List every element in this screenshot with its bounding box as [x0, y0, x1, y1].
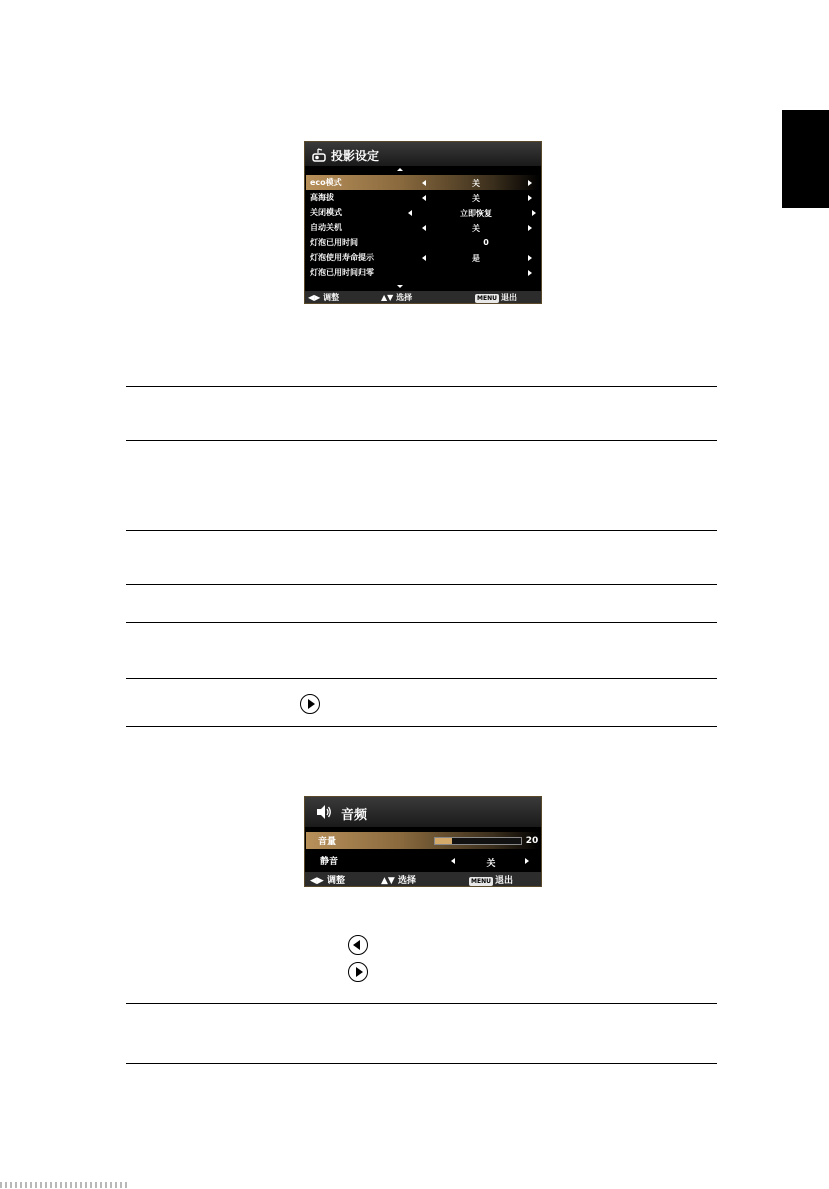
scroll-down-icon[interactable]: [397, 285, 403, 288]
menu-row-volume[interactable]: 音量 20: [306, 832, 540, 849]
arrow-right-icon[interactable]: [532, 210, 536, 216]
arrow-right-icon[interactable]: [528, 255, 532, 261]
arrow-right-icon[interactable]: [528, 195, 532, 201]
menu-row-lamp-reminder[interactable]: 灯泡使用寿命提示 是: [306, 250, 540, 265]
osd-title-bar: [305, 142, 541, 166]
table-rule: [126, 1063, 717, 1064]
table-rule: [126, 386, 717, 387]
table-rule: [126, 530, 717, 531]
chapter-tab-marker: [782, 110, 829, 208]
menu-row-auto-off[interactable]: 自动关机 关: [306, 220, 540, 235]
menu-row-lamp-reset[interactable]: 灯泡已用时间归零: [306, 265, 540, 280]
osd-footer: [305, 872, 541, 886]
table-rule: [126, 1003, 717, 1004]
volume-fill: [435, 838, 452, 844]
footer-exit: MENU 退出: [471, 876, 513, 886]
osd-title: 投影设定: [331, 149, 380, 163]
play-left-icon: [348, 935, 368, 955]
footer-adjust: ◀▶ 调整: [310, 876, 345, 886]
arrow-left-icon[interactable]: [422, 180, 426, 186]
osd-footer: [305, 291, 541, 303]
table-rule: [126, 678, 717, 679]
scan-marks: [0, 1182, 130, 1188]
arrow-left-icon[interactable]: [451, 858, 455, 864]
play-right-icon: [300, 694, 320, 714]
menu-key-icon: MENU: [471, 878, 491, 885]
footer-adjust: ◀▶ 调整: [308, 293, 340, 302]
speaker-icon: [316, 804, 332, 820]
table-rule: [126, 584, 717, 585]
menu-row-altitude[interactable]: 高海拔 关: [306, 190, 540, 205]
arrow-right-icon[interactable]: [528, 180, 532, 186]
audio-menu: [304, 796, 542, 887]
arrow-left-icon[interactable]: [422, 195, 426, 201]
menu-key-icon: MENU: [477, 295, 497, 302]
arrow-left-icon[interactable]: [422, 255, 426, 261]
scroll-up-icon[interactable]: [397, 168, 403, 171]
osd-title: 音频: [341, 808, 368, 823]
osd-title-bar: [305, 797, 541, 827]
play-right-icon: [348, 962, 368, 982]
table-rule: [126, 622, 717, 623]
arrow-right-icon[interactable]: [525, 858, 529, 864]
projector-icon: [312, 147, 326, 161]
arrow-left-icon[interactable]: [408, 210, 412, 216]
table-rule: [126, 726, 717, 727]
footer-exit: MENU 退出: [477, 293, 517, 302]
arrow-right-icon[interactable]: [528, 270, 532, 276]
menu-row-mute[interactable]: 静音 关: [306, 852, 540, 869]
menu-row-lamp-hours: 灯泡已用时间 0: [310, 238, 489, 247]
arrow-right-icon[interactable]: [528, 225, 532, 231]
footer-select: ▲▼ 选择: [381, 293, 413, 302]
menu-row-eco[interactable]: eco模式 关: [306, 175, 540, 190]
arrow-left-icon[interactable]: [422, 225, 426, 231]
footer-select: ▲▼ 选择: [381, 876, 416, 886]
volume-slider[interactable]: [434, 837, 522, 845]
menu-row-shutdown-mode[interactable]: 关闭模式 立即恢复: [306, 205, 540, 220]
projection-settings-menu: [304, 141, 542, 304]
table-rule: [126, 440, 717, 441]
